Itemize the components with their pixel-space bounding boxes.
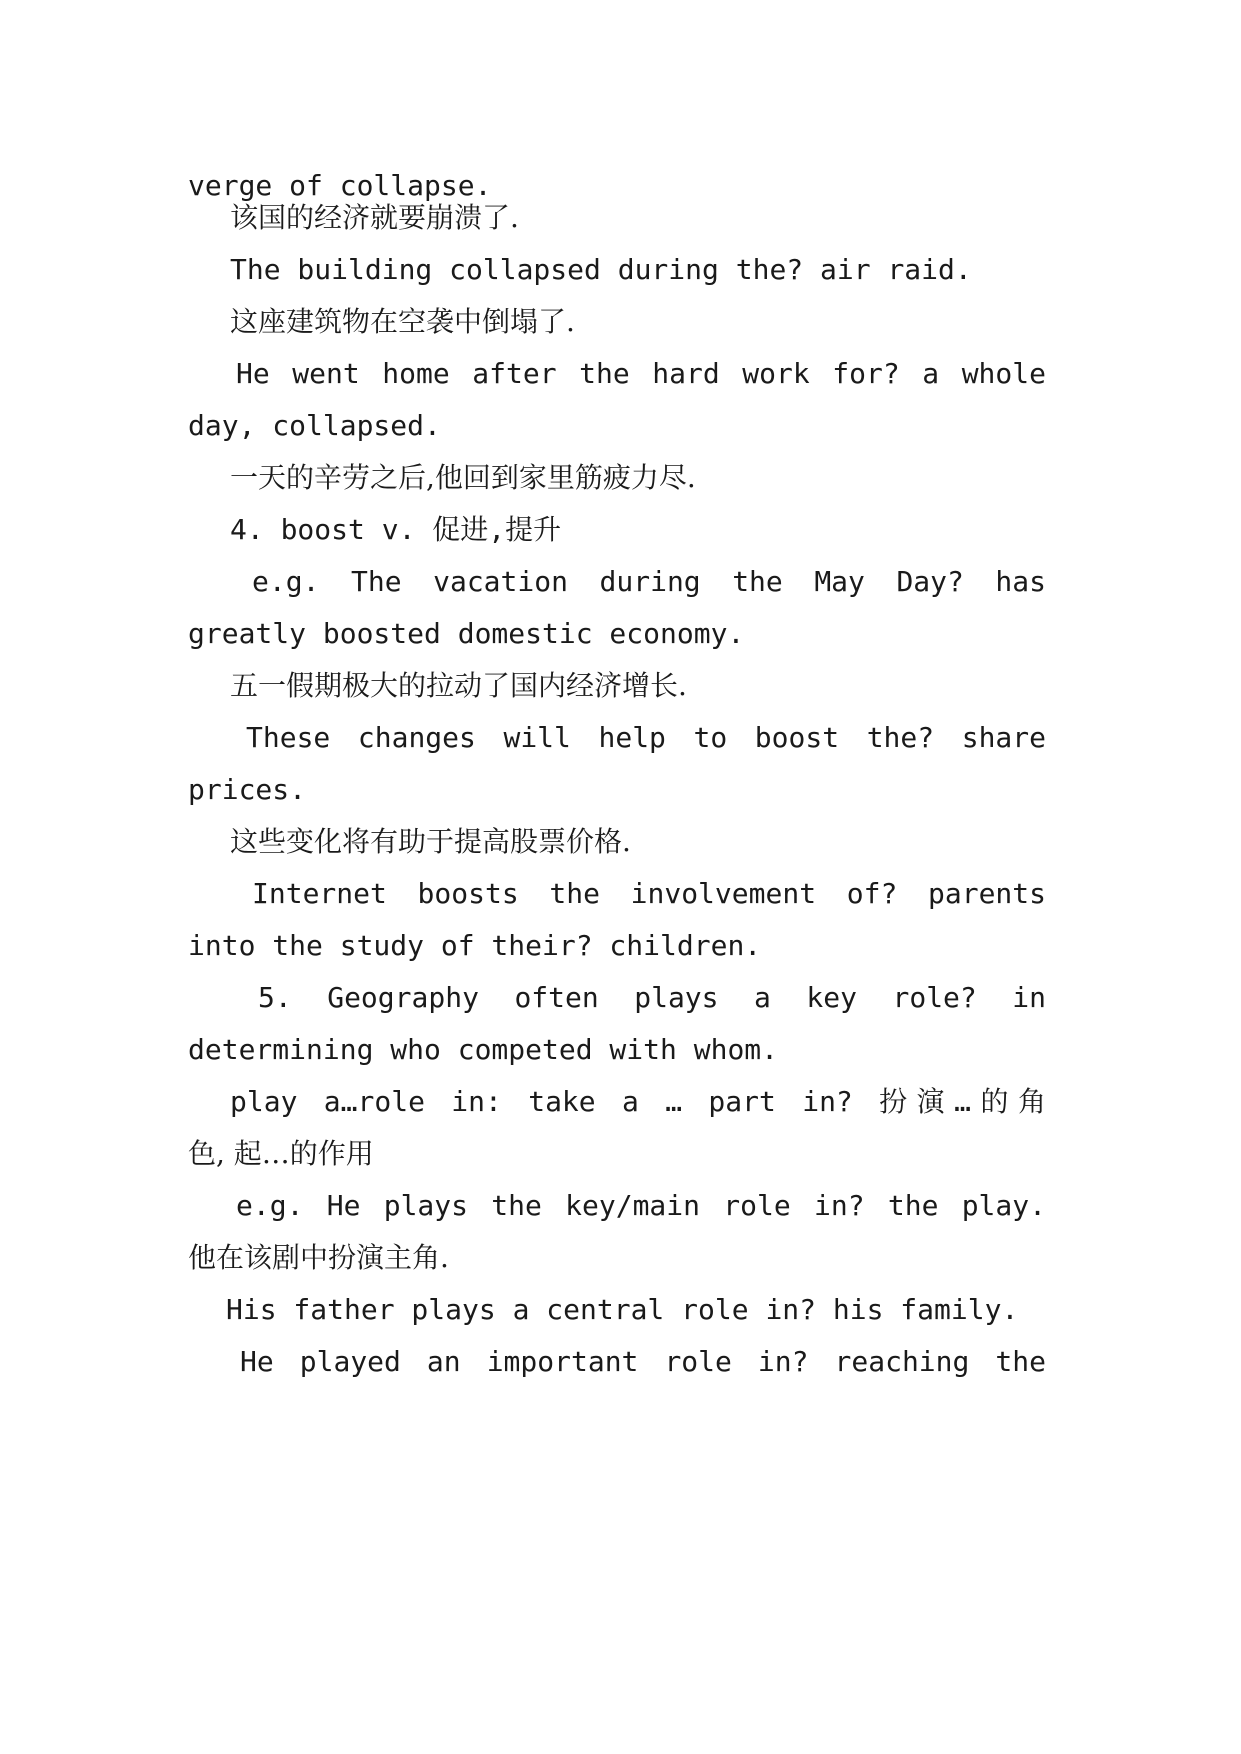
- text-line: play a…role in: take a … part in? 扮演…的角: [230, 1085, 1046, 1118]
- text-line: e.g. The vacation during the May Day? has: [252, 565, 1046, 598]
- text-line: 他在该剧中扮演主角.: [188, 1241, 449, 1274]
- text-line: 该国的经济就要崩溃了.: [230, 201, 519, 234]
- text-line: 这些变化将有助于提高股票价格.: [230, 825, 631, 858]
- text-line: 五一假期极大的拉动了国内经济增长.: [230, 669, 687, 702]
- text-line: 色, 起…的作用: [188, 1137, 374, 1170]
- text-line: Internet boosts the involvement of? parents: [252, 877, 1046, 910]
- text-line: day, collapsed.: [188, 409, 441, 442]
- text-line: He played an important role in? reaching the: [240, 1345, 1046, 1378]
- text-line: 4. boost v. 促进,提升: [230, 513, 562, 546]
- text-line: e.g. He plays the key/main role in? the play.: [236, 1189, 1046, 1222]
- text-line: greatly boosted domestic economy.: [188, 617, 745, 650]
- text-line: 这座建筑物在空袭中倒塌了.: [230, 305, 575, 338]
- text-line: 5. Geography often plays a key role? in: [258, 981, 1046, 1014]
- text-line: determining who competed with whom.: [188, 1033, 779, 1066]
- text-line: prices.: [188, 773, 307, 806]
- text-line: He went home after the hard work for? a whole: [236, 357, 1046, 390]
- text-line: verge of collapse.: [188, 169, 492, 202]
- text-line: into the study of their? children.: [188, 929, 762, 962]
- text-line: These changes will help to boost the? share: [246, 721, 1046, 754]
- text-line: His father plays a central role in? his family.: [226, 1293, 1019, 1326]
- text-line: 一天的辛劳之后,他回到家里筋疲力尽.: [230, 461, 696, 494]
- text-line: The building collapsed during the? air raid.: [230, 253, 972, 286]
